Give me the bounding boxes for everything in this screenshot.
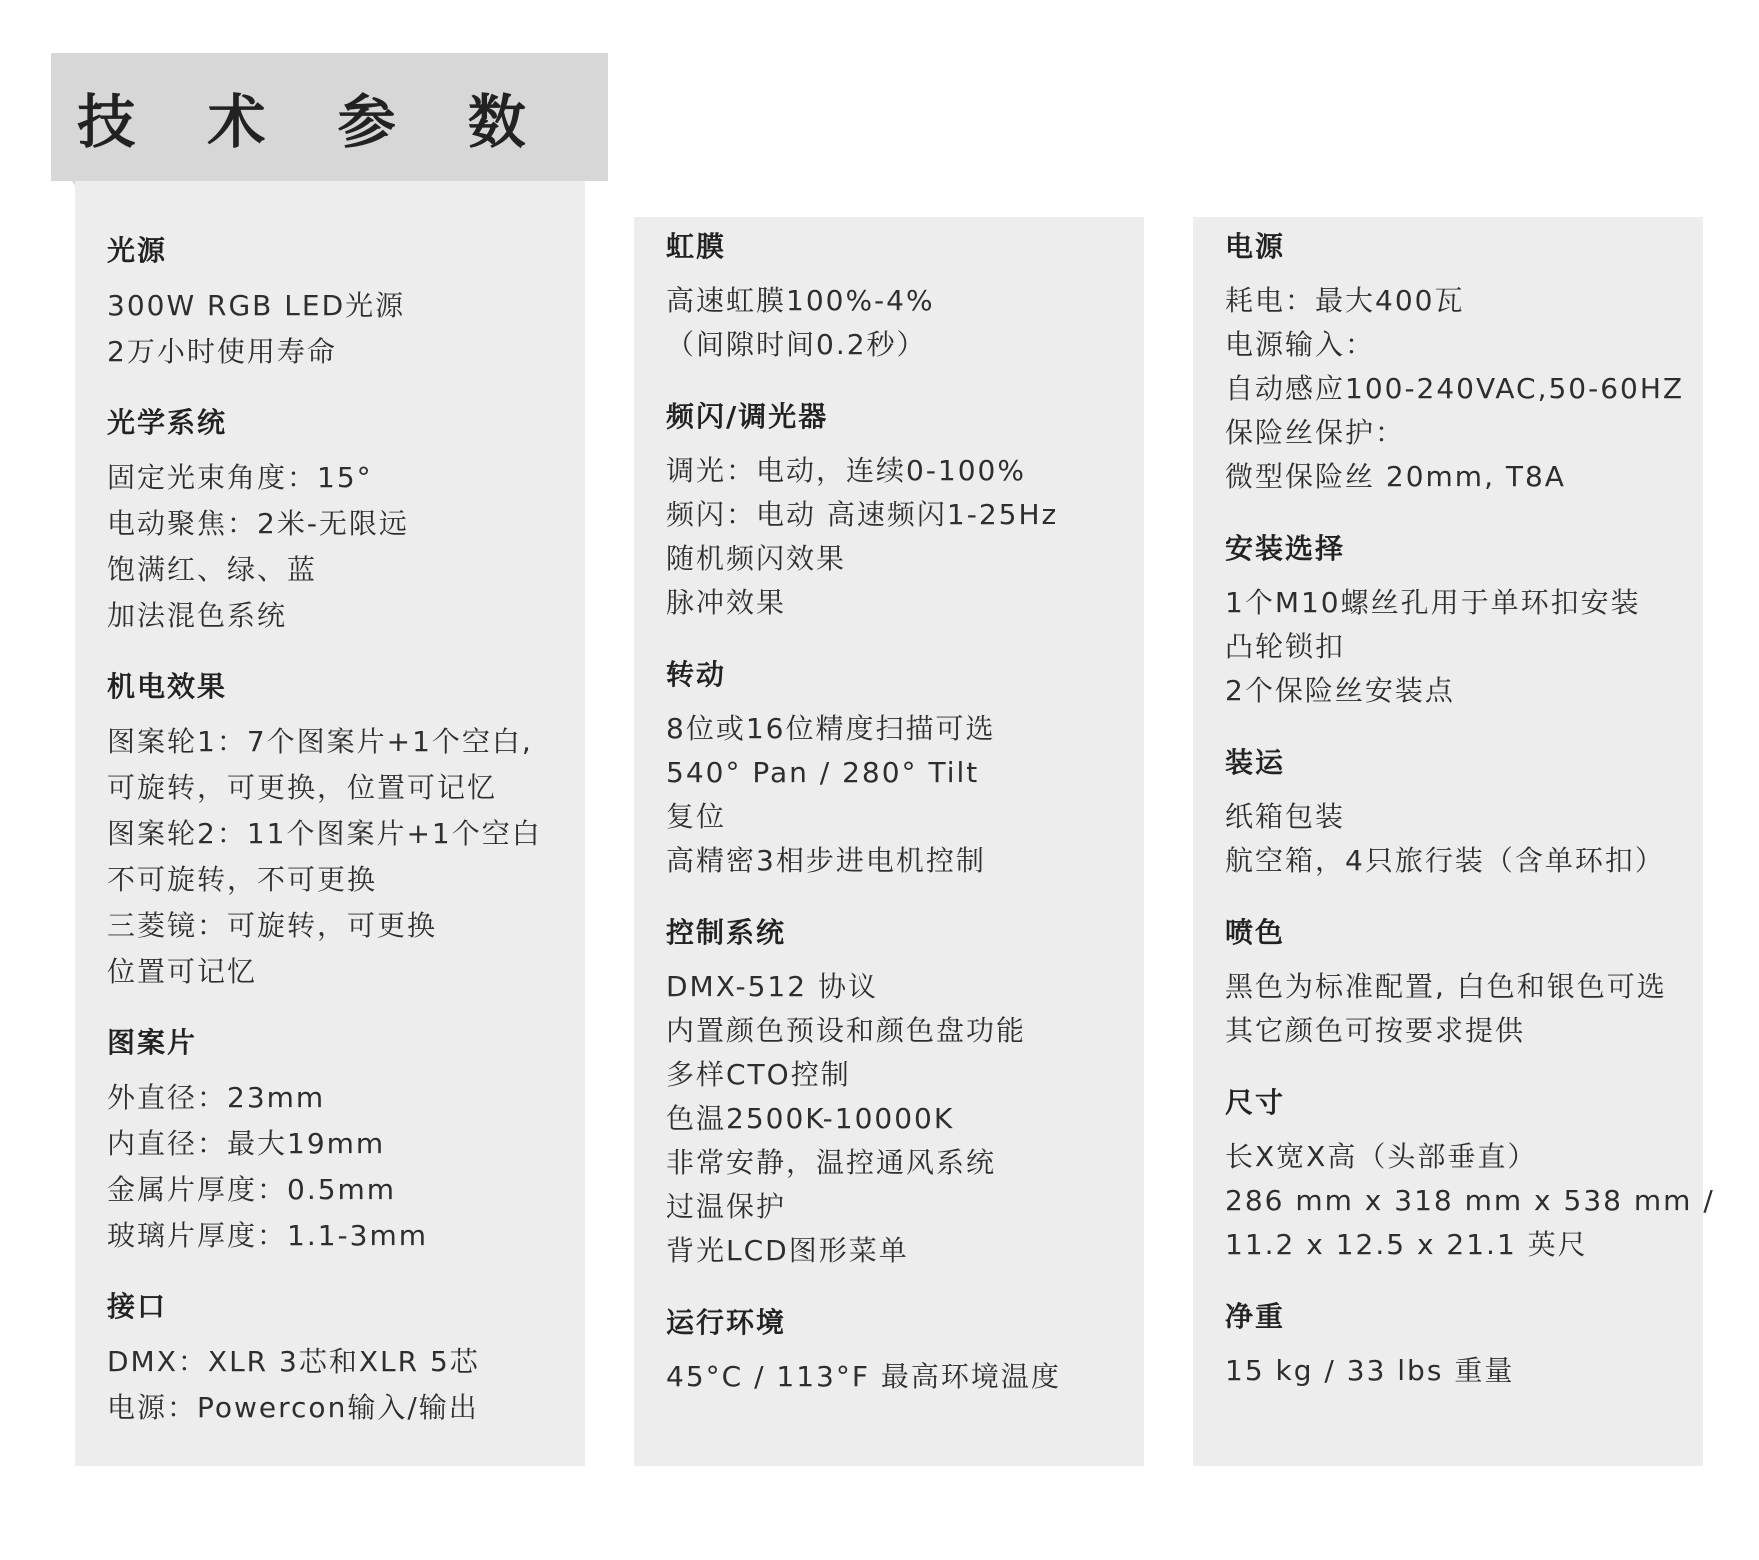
spec-section [666,1301,1118,1399]
section-heading: 图案片 [107,1026,198,1059]
spec-section [666,225,1118,367]
spec-line: 多样CTO控制 [666,1058,851,1091]
spec-line: 长X宽X高（头部垂直） [1225,1140,1538,1173]
spec-line: 频闪：电动 高速频闪1-25Hz [666,498,1059,531]
spec-line: （间隙时间0.2秒） [666,328,927,361]
spec-line: 保险丝保护： [1225,416,1406,449]
spec-line: 背光LCD图形菜单 [666,1234,909,1267]
spec-line: 外直径：23mm [107,1081,326,1114]
spec-line: 图案轮2：11个图案片+1个空白 [107,817,542,850]
spec-line: 位置可记忆 [107,955,258,988]
spec-line: 540° Pan / 280° Tilt [666,756,980,789]
spec-section [107,1285,559,1431]
spec-line: 加法混色系统 [107,599,288,632]
section-heading: 电源 [1225,230,1286,263]
spec-line: 15 kg / 33 lbs 重量 [1225,1354,1515,1387]
spec-line: 2个保险丝安装点 [1225,674,1455,707]
spec-line: 随机频闪效果 [666,542,847,575]
spec-line: 8位或16位精度扫描可选 [666,712,996,745]
spec-section [107,665,559,995]
spec-column-1 [75,181,585,1466]
spec-line: 微型保险丝 20mm, T8A [1225,460,1566,493]
section-heading: 机电效果 [107,670,228,703]
section-heading: 接口 [107,1290,168,1323]
section-heading: 安装选择 [1225,532,1346,565]
spec-line: 脉冲效果 [666,586,787,619]
spec-line: 凸轮锁扣 [1225,630,1346,663]
spec-section [107,1021,559,1259]
spec-line: 玻璃片厚度：1.1-3mm [107,1219,428,1252]
section-heading: 尺寸 [1225,1086,1286,1119]
spec-line: 电源输入： [1225,328,1376,361]
page-title: 技 术 参 数 [77,88,552,156]
spec-section [666,653,1118,883]
spec-line: 耗电：最大400瓦 [1225,284,1465,317]
spec-line: 纸箱包装 [1225,800,1346,833]
spec-line: 不可旋转，不可更换 [107,863,378,896]
spec-column-3 [1193,217,1715,1466]
spec-line: 金属片厚度：0.5mm [107,1173,397,1206]
section-heading: 运行环境 [666,1306,787,1339]
section-heading: 控制系统 [666,916,787,949]
spec-section [666,395,1118,625]
spec-section [1225,1081,1715,1267]
section-heading: 装运 [1225,746,1286,779]
spec-line: 非常安静，温控通风系统 [666,1146,997,1179]
section-heading: 转动 [666,658,727,691]
spec-line: DMX：XLR 3芯和XLR 5芯 [107,1345,480,1378]
title-banner [51,53,608,181]
spec-line: 2万小时使用寿命 [107,335,337,368]
section-heading: 净重 [1225,1300,1286,1333]
section-heading: 喷色 [1225,916,1286,949]
spec-line: 高精密3相步进电机控制 [666,844,986,877]
spec-section [107,401,559,639]
spec-line: 调光：电动，连续0-100% [666,454,1026,487]
spec-line: 航空箱，4只旅行装（含单环扣） [1225,844,1665,877]
spec-line: 300W RGB LED光源 [107,289,406,322]
spec-section [1225,911,1677,1053]
spec-column-2 [634,217,1144,1466]
spec-line: 饱满红、绿、蓝 [107,553,318,586]
spec-line: 其它颜色可按要求提供 [1225,1014,1526,1047]
spec-line: 过温保护 [666,1190,787,1223]
spec-line: 黑色为标准配置, 白色和银色可选 [1225,970,1667,1003]
spec-line: DMX-512 协议 [666,970,878,1003]
spec-line: 高速虹膜100%-4% [666,284,935,317]
spec-section [1225,1295,1677,1393]
spec-section [1225,225,1685,499]
spec-line: 内置颜色预设和颜色盘功能 [666,1014,1027,1047]
spec-line: 色温2500K-10000K [666,1102,955,1135]
spec-line: 电源：Powercon输入/输出 [107,1391,479,1424]
spec-line: 内直径：最大19mm [107,1127,386,1160]
spec-section [107,229,559,375]
spec-line: 图案轮1：7个图案片+1个空白, [107,725,533,758]
section-heading: 虹膜 [666,230,727,263]
section-heading: 光学系统 [107,406,228,439]
spec-line: 45°C / 113°F 最高环境温度 [666,1360,1061,1393]
spec-line: 复位 [666,800,727,833]
spec-section [1225,527,1677,713]
spec-section [666,911,1118,1273]
spec-line: 固定光束角度：15° [107,461,373,494]
spec-line: 电动聚焦：2米-无限远 [107,507,409,540]
section-heading: 光源 [107,234,168,267]
spec-line: 11.2 x 12.5 x 21.1 英尺 [1225,1228,1588,1261]
spec-line: 自动感应100-240VAC,50-60HZ [1225,372,1685,405]
spec-section [1225,741,1677,883]
spec-line: 可旋转，可更换，位置可记忆 [107,771,498,804]
spec-line: 286 mm x 318 mm x 538 mm / [1225,1184,1715,1217]
spec-line: 1个M10螺丝孔用于单环扣安装 [1225,586,1641,619]
spec-line: 三菱镜：可旋转，可更换 [107,909,438,942]
section-heading: 频闪/调光器 [666,400,829,433]
